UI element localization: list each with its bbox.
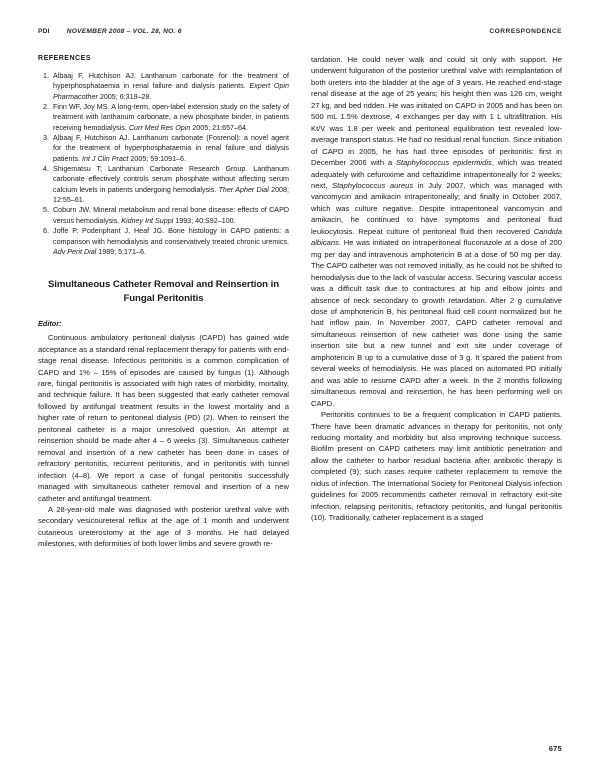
- reference-citation-detail: 2005; 21:657–64.: [190, 123, 248, 132]
- editor-label: Editor:: [38, 319, 62, 329]
- page-number: 675: [548, 744, 562, 753]
- reference-authors-title: Shigematsu T; Lanthanum Carbonate Research Group. Lanthanum carbonate effectively controls serum phosphate without affecting serum calcium levels in patients undergoing hemodialysis.: [53, 165, 289, 194]
- journal-abbreviation: PDI: [38, 28, 50, 35]
- case-text-run-4: . He was initiated on intraperitoneal fluconazole at a dose of 200 mg per day and intravenous amphotericin B at a dose of 50 mg per day. The CAPD catheter was not removed initially, as he could not be shifted to hemodialysis due to the lack of vascular access. Securing vascular access was a difficult task due to contractures at hip and elbow joints and absence of neck secondary to growth retardation. After 2 g cumulative dose of amphotericin B, his peritoneal fluid cell count normalized but he had inflow pain. In November 2007, CAPD catheter removal and simultaneous reinsertion of new catheter was done using the same insertion site but a new tunnel and exit site under coverage of amphotericin B up to a cumulative dose of 3 g. It spared the patient from several weeks of hemodialysis. He was placed on automated PD initially and was able to resume CAPD after a week. In the 2 months following simultaneous removal and reinsertion, he has been performing well on CAPD.: [311, 238, 562, 408]
- paragraph-case-history-continued: [311, 54, 562, 409]
- reference-citation-detail: 2008; 12:55–61.: [53, 185, 289, 205]
- case-text-run-3: in July 2007, which was managed with vancomycin and amikacin intraperitoneally; and finally in October 2007, which was culture negative. Despite intraperitoneal vancomycin and amikacin, he continued to have symptoms and peritoneal fluid leukocytosis. Repeat culture of peritoneal fluid then recovered: [311, 180, 562, 236]
- reference-citation-detail: 2005; 6:319–28.: [97, 92, 152, 101]
- reference-item: [38, 164, 289, 205]
- reference-authors-title: Coburn JW. Mineral metabolism and renal bone disease: effects of CAPD versus hemodialysis.: [53, 206, 289, 225]
- references-heading: REFERENCES: [38, 54, 91, 62]
- reference-number: 3.: [43, 134, 49, 143]
- reference-journal: Int J Clin Pract: [81, 154, 129, 163]
- reference-authors-title: Finn WF, Joy MS. A long-term, open-label extension study on the safety of treatment with lanthanum carbonate, a new phosphate binder, in patients receiving hemodialysis.: [53, 103, 289, 132]
- reference-journal: Kidney Int Suppl: [121, 216, 174, 225]
- reference-authors-title: Albaaj F, Hutchison AJ. Lanthanum carbonate for the treatment of hyperphosphataemia in renal failure and dialysis patients.: [53, 72, 289, 91]
- right-column: [311, 54, 562, 550]
- reference-item: [38, 133, 289, 164]
- reference-authors-title: Albaaj F, Hutchison AJ. Lanthanum carbonate (Fosrenol): a novel agent for the treatment of hyperphosphataemia in renal failure and dialysis patients.: [53, 134, 289, 163]
- case-text-run-2: , which was treated adequately with cefuroxime and ceftazidime intraperitoneally for 2 weeks; next,: [311, 158, 563, 190]
- reference-authors-title: Joffe P, Podenphant J, Heaf JG. Bone histology in CAPD patients: a comparison with hemodialysis and conservatively treated chronic uremics.: [53, 227, 289, 246]
- paragraph-intro: Continuous ambulatory peritoneal dialysis (CAPD) has gained wide acceptance as a standard renal replacement therapy for patients with end-stage renal disease. Infectious peritonitis is a common complication of CAPD and 1% – 15% of episodes are caused by fungus (1). Although rare, fungal peritonitis is associated with high rates of morbidity, mortality, and technique failure. It has been suggested that early catheter removal followed by antifungal treatment results in the lowest mortality and a higher rate of return to peritoneal dialysis (PD) (2). When to reinsert the peritoneal catheter is a major unresolved question. An attempt at reinsertion should be made after 4 – 6 weeks (3). Simultaneous catheter removal and insertion of a new catheter has been done in cases of refractory peritonitis, recurrent peritonitis, and in peritonitis with tunnel infection (4–8). We report a case of fungal peritonitis successfully managed with simultaneous catheter removal and insertion of a new catheter and antifungal treatment.: [38, 333, 289, 503]
- reference-citation-detail: 2005; 59:1091–6.: [128, 154, 186, 163]
- organism-staph-aureus: Staphylococcus aureus: [332, 180, 414, 190]
- paragraph-case-history-start: A 28-year-old male was diagnosed with posterior urethral valve with secondary vesicoureteral reflux at the age of 1 month and underwent cutaneous ureterostomy at the age of 3 months. He had delayed milestones, with deformities of both lower limbs and severe growth re-: [38, 504, 289, 549]
- running-head: [38, 28, 562, 35]
- two-column-body: [38, 54, 562, 550]
- reference-number: 1.: [43, 72, 49, 80]
- issue-info: NOVEMBER 2008 – VOL. 28, NO. 6: [66, 28, 182, 35]
- reference-number: 5.: [43, 206, 49, 215]
- reference-journal: Adv Perit Dial: [53, 247, 97, 256]
- left-column: [38, 54, 289, 550]
- reference-number: 6.: [43, 227, 49, 236]
- reference-citation-detail: 1993; 40:S92–100.: [173, 216, 236, 225]
- reference-item: [38, 71, 289, 102]
- case-text-run-1: tardation. He could never walk and could sit only with support. He underwent fulguration of the posterior urethral valve with reimplantation of both ureters into the bladder at the age of 3 years. He reached end-stage renal disease at the age of 25 years; his height then was 126 cm, weight 27 kg, and bed ridden. He was initiated on CAPD in 2005 and has been on 500 mL 1.5% dextrose, 4 exchanges per day with 1 L ultrafiltration. His Kt/V was 1.8 per week and peritoneal equilibration test revealed low-average transport status. He had no residual renal function. Since initiation of CAPD in 2005, he has had three episodes of peritonitis: first in December 2006 with a: [311, 55, 562, 168]
- references-list: [38, 71, 289, 257]
- organism-candida-albicans: Candida albicans: [311, 226, 562, 248]
- reference-number: 4.: [43, 165, 49, 174]
- organism-staph-epidermidis: Staphylococcus epidermidis: [395, 158, 492, 168]
- paragraph-discussion: Peritonitis continues to be a frequent complication in CAPD patients. There have been dramatic advances in therapy for peritonitis, not only reducing mortality and morbidity but also improving technique success. Biofilm present on CAPD catheters may limit antibiotic penetration and allow the catheter to harbor residual bacteria after antibiotic therapy is completed (9); such cases require catheter replacement to remove the nidus of infection. The International Society for Peritoneal Dialysis infection guidelines for 2005 recommends catheter removal in refractory exit-site infection, relapsing peritonitis, refractory peritonitis, and fungal peritonitis (10). Traditionally, catheter replacement is a staged: [311, 410, 563, 523]
- reference-journal: Ther Apher Dial: [218, 185, 269, 194]
- reference-journal: Curr Med Res Opin: [128, 123, 191, 132]
- section-label: CORRESPONDENCE: [489, 28, 562, 35]
- reference-item: [38, 102, 289, 133]
- reference-number: 2.: [43, 103, 49, 112]
- reference-item: [38, 205, 289, 226]
- reference-citation-detail: 1989; 5:171–6.: [96, 247, 146, 256]
- reference-item: [38, 226, 289, 257]
- reference-journal: Expert Opin Pharmacother: [53, 82, 289, 101]
- article-title: Simultaneous Catheter Removal and Reinsertion in Fungal Peritonitis: [47, 279, 280, 305]
